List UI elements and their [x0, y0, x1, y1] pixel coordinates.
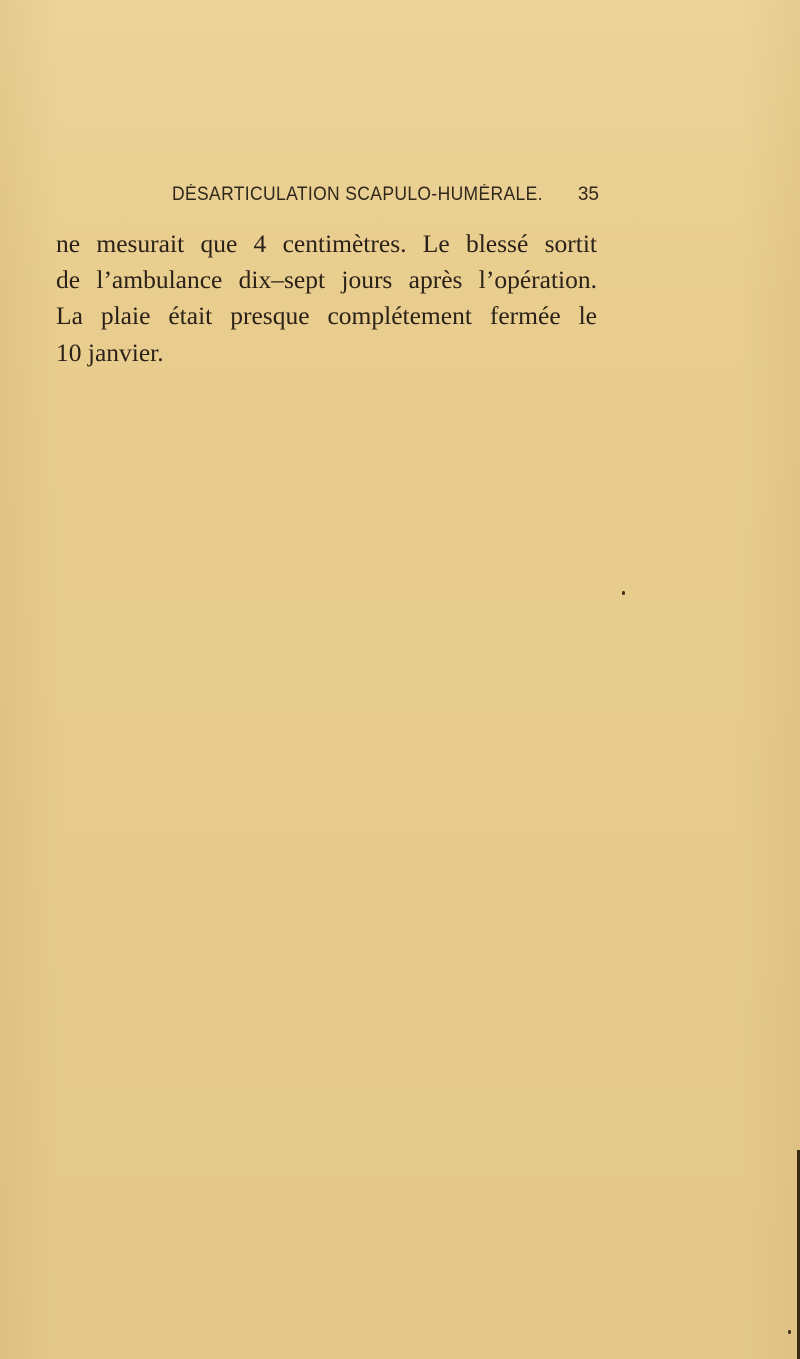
text-line: ne mesurait que 4 centimètres. Le blessé sortit	[56, 229, 597, 258]
text-line: La plaie était presque complétement fermée le	[56, 301, 597, 331]
text-line: de l’ambulance dix–sept jours après l’opération.	[56, 265, 597, 295]
running-head-title: DÉSARTICULATION SCAPULO-HUMÉRALE.	[172, 184, 543, 205]
running-head	[56, 184, 599, 214]
page-number: 35	[577, 184, 599, 205]
ink-speck	[622, 591, 625, 595]
body-paragraph	[56, 226, 597, 371]
ink-speck	[788, 1330, 791, 1334]
text-line: 10 janvier.	[56, 337, 164, 367]
